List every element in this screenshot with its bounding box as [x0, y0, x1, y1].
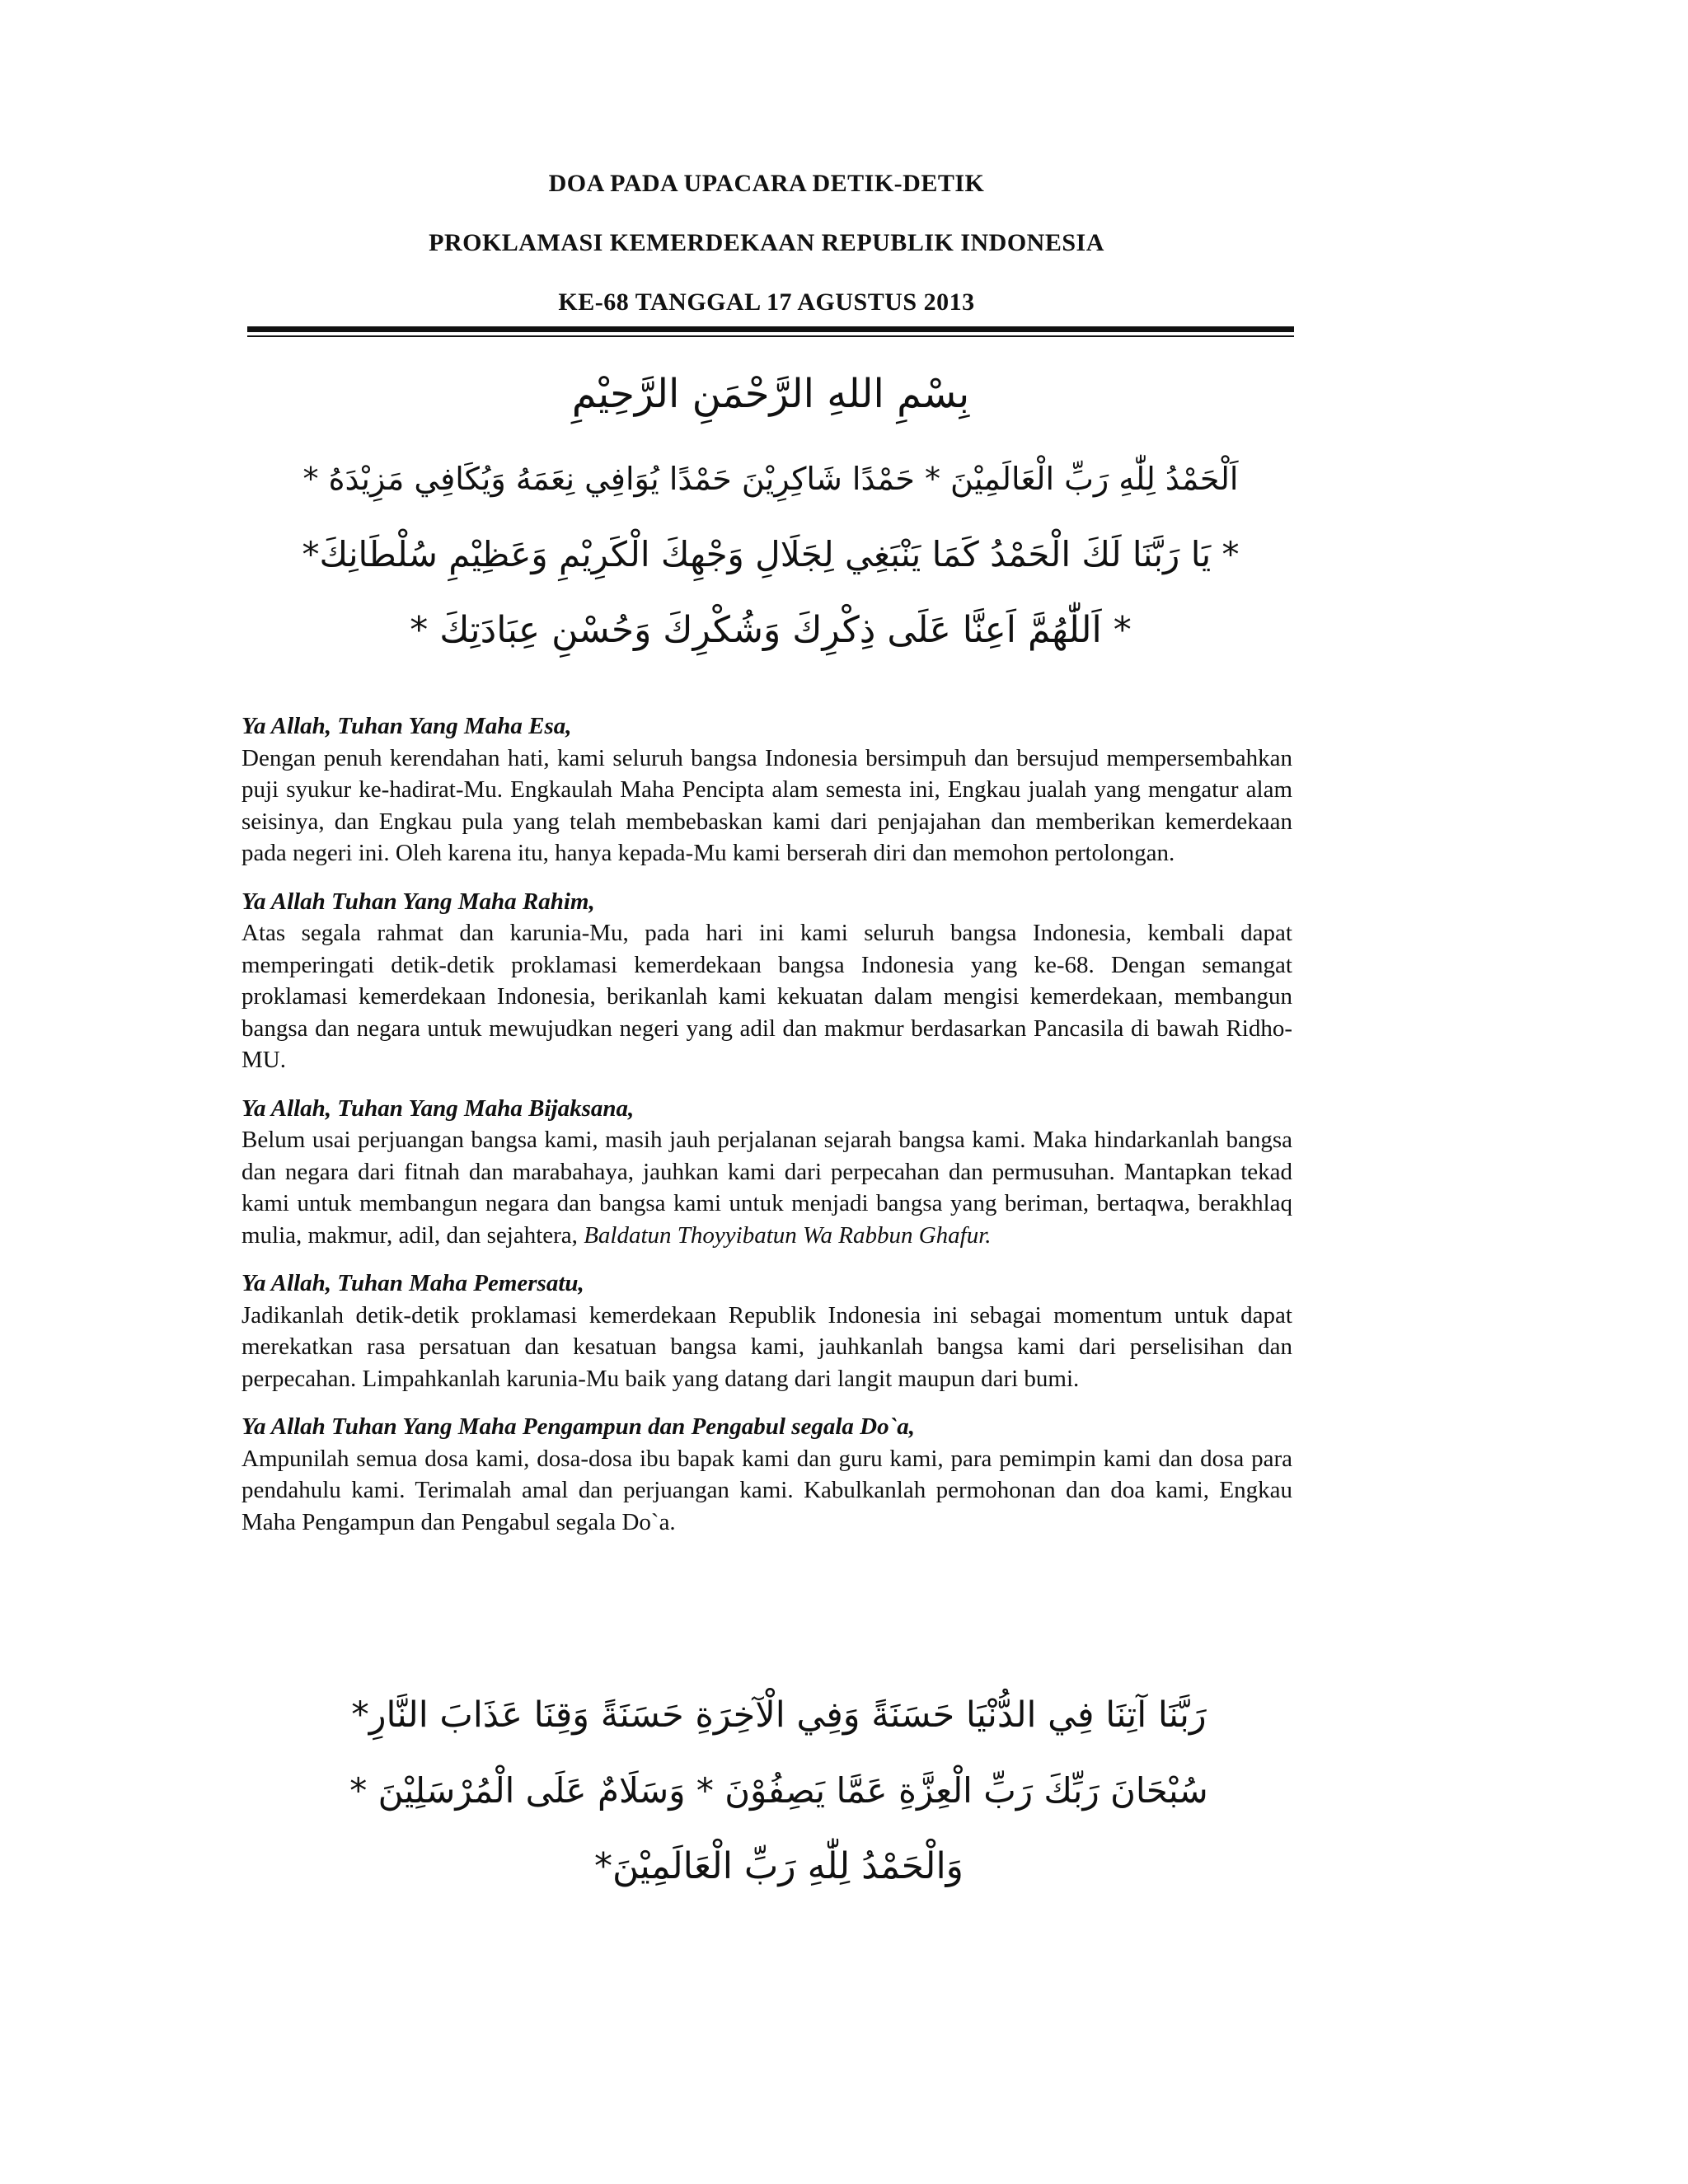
title-line-2: PROKLAMASI KEMERDEKAAN REPUBLIK INDONESIA — [429, 229, 1104, 256]
prayer-section — [241, 1411, 1292, 1538]
opening-arabic-line: اَلْحَمْدُ لِلّٰهِ رَبِّ الْعَالَمِيْنَ * حَمْدًا شَاكِرِيْنَ حَمْدًا يُوَافِي نِعَمَهُ وَيُكَافِي مَزِيْدَهُ * — [302, 461, 1239, 497]
prayer-section — [241, 1268, 1292, 1394]
divider-thick-line — [247, 326, 1294, 332]
prayer-section — [241, 710, 1292, 869]
prayer-section — [241, 1093, 1292, 1252]
closing-arabic-line: رَبَّنَا آتِنَا فِي الدُّنْيَا حَسَنَةً وَفِي الْآخِرَةِ حَسَنَةً وَقِنَا عَذَابَ النَّارِ* — [351, 1694, 1207, 1736]
section-text — [241, 1124, 1292, 1251]
document-header — [247, 163, 1286, 341]
divider-thin-line — [247, 335, 1294, 337]
section-heading: Ya Allah, Tuhan Yang Maha Esa, — [241, 713, 572, 739]
header-divider — [247, 326, 1294, 337]
prayer-section — [241, 886, 1292, 1076]
section-text-main: Belum usai perjuangan bangsa kami, masih jauh perjalanan sejarah bangsa kami. Maka hindarkanlah bangsa dan negara dari fitnah dan marabahaya, jauhkan kami dari perpecahan dan permusuhan. Mantapkan tekad kami untuk membangun negara dan bangsa kami untuk menjadi bangsa yang beriman, bertaqwa, berakhlaq mulia, makmur, adil, dan sejahtera, — [241, 1127, 1292, 1249]
section-text: Atas segala rahmat dan karunia-Mu, pada hari ini kami seluruh bangsa Indonesia, kembali dapat memperingati detik-detik proklamasi kemerdekaan bangsa Indonesia yang ke-68. Dengan semangat proklamasi kemerdekaan Indonesia, berikanlah kami kekuatan dalam mengisi kemerdekaan, membangun bangsa dan negara untuk mewujudkan negeri yang adil dan makmur berdasarkan Pancasila di bawah Ridho-MU. — [241, 920, 1292, 1073]
section-text: Jadikanlah detik-detik proklamasi kemerdekaan Republik Indonesia ini sebagai momentum untuk dapat merekatkan rasa persatuan dan kesatuan bangsa kami, jauhkanlah bangsa kami dari perselisihan dan perpecahan. Limpahkanlah karunia-Mu baik yang datang dari langit maupun dari bumi. — [241, 1301, 1292, 1392]
opening-arabic-line: * يَا رَبَّنَا لَكَ الْحَمْدُ كَمَا يَنْبَغِي لِجَلَالِ وَجْهِكَ الْكَرِيْمِ وَعَظِيْمِ سُلْطَانِكَ* — [302, 534, 1240, 574]
closing-prayer-arabic — [346, 1677, 1212, 1905]
section-text: Ampunilah semua dosa kami, dosa-dosa ibu bapak kami dan guru kami, para pemimpin kami dan dosa para pendahulu kami. Terimalah amal dan perjuangan kami. Kabulkanlah permohonan dan doa kami, Engkau Maha Pengampun dan Pengabul segala Do`a. — [241, 1445, 1292, 1535]
basmala: بِسْمِ اللهِ الرَّحْمَنِ الرَّحِيْمِ — [571, 371, 970, 417]
closing-arabic-line: وَالْحَمْدُ لِلّٰهِ رَبِّ الْعَالَمِيْنَ* — [594, 1845, 964, 1887]
prayer-body — [241, 710, 1292, 1554]
opening-prayer-arabic — [297, 441, 1245, 668]
section-heading: Ya Allah Tuhan Yang Maha Rahim, — [241, 888, 595, 915]
section-heading: Ya Allah, Tuhan Yang Maha Bijaksana, — [241, 1094, 635, 1122]
title-line-1: DOA PADA UPACARA DETIK-DETIK — [548, 170, 985, 197]
closing-arabic-line: سُبْحَانَ رَبِّكَ رَبِّ الْعِزَّةِ عَمَّا يَصِفُوْنَ * وَسَلَامٌ عَلَى الْمُرْسَلِيْنَ * — [349, 1770, 1208, 1811]
section-text: Dengan penuh kerendahan hati, kami seluruh bangsa Indonesia bersimpuh dan bersujud mempersembahkan puji syukur ke-hadirat-Mu. Engkaulah Maha Pencipta alam semesta ini, Engkau jualah yang mengatur alam seisinya, dan Engkau pula yang telah membebaskan kami dari penjajahan dan memberikan kemerdekaan pada negeri ini. Oleh karena itu, hanya kepada-Mu kami berserah diri dan memohon pertolongan. — [241, 744, 1292, 866]
opening-arabic-line: * اَللّٰهُمَّ اَعِنَّا عَلَى ذِكْرِكَ وَشُكْرِكَ وَحُسْنِ عِبَادَتِكَ * — [410, 609, 1132, 651]
title-line-3: KE-68 TANGGAL 17 AGUSTUS 2013 — [558, 288, 975, 316]
section-heading: Ya Allah Tuhan Yang Maha Pengampun dan Pengabul segala Do`a, — [241, 1413, 916, 1440]
section-text-italic: Baldatun Thoyyibatun Wa Rabbun Ghafur. — [584, 1221, 992, 1249]
section-heading: Ya Allah, Tuhan Maha Pemersatu, — [241, 1270, 584, 1296]
